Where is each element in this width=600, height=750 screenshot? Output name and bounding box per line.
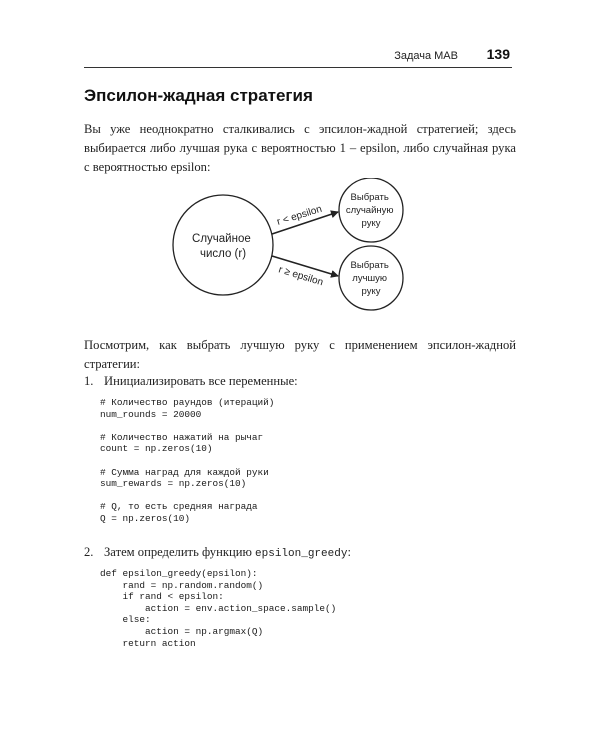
code-line: Q = np.zeros(10): [100, 512, 191, 524]
epsilon-greedy-diagram: [150, 178, 440, 318]
edge-label-r-less-epsilon: r < epsilon: [275, 203, 324, 228]
intro-paragraph: Вы уже неоднократно сталкивались с эпсилон-жадной стратегией; здесь выбирается либо лучшая рука с вероятностью 1 – epsilon, либо случайная рука с вероятностью epsilon:: [84, 122, 516, 174]
code-line: # Количество раундов (итераций): [100, 397, 275, 408]
code-line: num_rounds = 20000: [100, 408, 202, 420]
code-line: action = env.action_space.sample(): [100, 602, 337, 614]
inline-code-function-name: epsilon_greedy: [255, 548, 348, 560]
page-number: 139: [486, 46, 510, 62]
list-text-suffix: :: [347, 545, 351, 559]
random-arm-label: Выбрать случайную руку: [345, 192, 394, 229]
code-block-init: [100, 397, 274, 525]
running-head: Задача MAB: [394, 50, 458, 62]
list-number: 1.: [84, 374, 94, 388]
code-block-epsilon-greedy: [100, 568, 336, 649]
code-line: sum_rewards = np.zeros(10): [100, 478, 247, 490]
code-line: # Q, то есть средняя награда: [100, 501, 258, 513]
edge-label-r-geq-epsilon: r ≥ epsilon: [277, 264, 325, 289]
page-header: [84, 44, 512, 72]
code-line: [100, 455, 274, 467]
random-number-node: [173, 195, 273, 295]
list-number: 2.: [84, 545, 94, 559]
header-rule: [84, 67, 512, 68]
section-title: Эпсилон-жадная стратегия: [84, 86, 313, 105]
code-line: # Сумма наград для каждой руки: [100, 466, 269, 478]
code-line: [100, 420, 274, 432]
code-line: action = np.argmax(Q): [100, 625, 264, 637]
code-line: # Количество нажатий на рычаг: [100, 431, 264, 443]
code-line: rand = np.random.random(): [100, 579, 264, 591]
code-line: [100, 490, 274, 502]
code-line: if rand < epsilon:: [100, 591, 224, 603]
code-line: def epsilon_greedy(epsilon):: [100, 568, 258, 579]
list-item-1: [84, 372, 298, 390]
best-arm-label: Выбрать лучшую руку: [350, 260, 389, 297]
code-line: else:: [100, 614, 151, 626]
list-text: Инициализировать все переменные:: [104, 374, 298, 388]
code-line: return action: [100, 637, 196, 649]
random-number-label: Случайное число (r): [192, 233, 251, 260]
paragraph-best-arm: Посмотрим, как выбрать лучшую руку с применением эпсилон-жадной стратегии:: [84, 338, 516, 371]
code-line: count = np.zeros(10): [100, 443, 213, 455]
list-text: Затем определить функцию: [104, 545, 252, 559]
list-item-2: [84, 543, 351, 563]
